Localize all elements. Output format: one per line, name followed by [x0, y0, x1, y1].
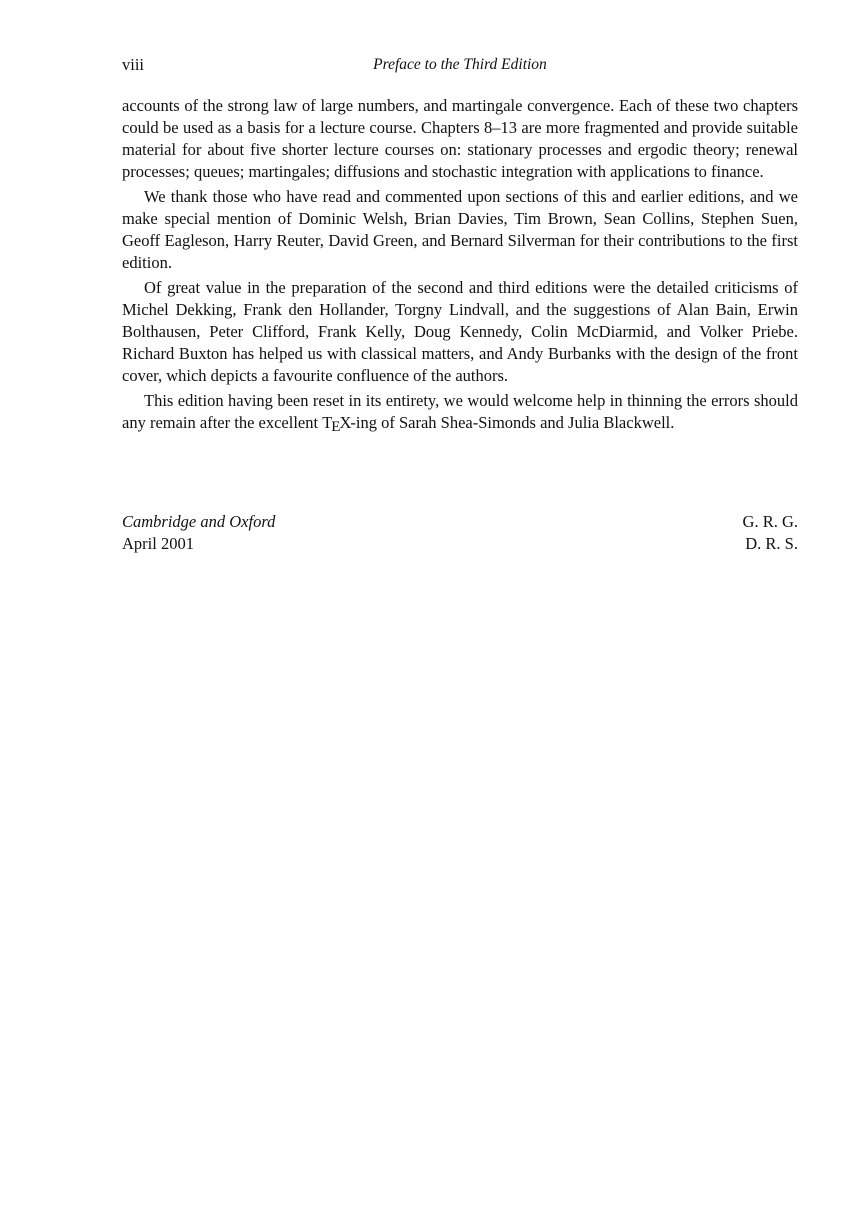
signature-row-2 — [122, 533, 798, 555]
paragraph-2: We thank those who have read and commented upon sections of this and earlier editions, and we make special mention of Dominic Welsh, Brian Davies, Tim Brown, Sean Collins, Stephen Suen, Geoff Eagleson, Harry Reuter, David Green, and Bernard Silverman for their contributions to the first edition. — [122, 187, 798, 272]
page-number: viii — [122, 55, 145, 74]
signature-block — [122, 511, 798, 555]
paragraph-3: Of great value in the preparation of the second and third editions were the detailed criticisms of Michel Dekking, Frank den Hollander, Torgny Lindvall, and the suggestions of Alan Bain, Erwin Bolthausen, Peter Clifford, Frank Kelly, Doug Kennedy, Colin McDiarmid, and Volker Priebe. Richard Buxton has helped us with classical matters, and Andy Burbanks with the design of the front cover, which depicts a favourite confluence of the authors. — [122, 278, 798, 385]
paragraph-4 — [122, 390, 798, 435]
signature-row-1 — [122, 511, 798, 533]
running-title: Preface to the Third Edition — [373, 56, 547, 73]
signature-date: April 2001 — [122, 534, 194, 553]
signature-author-1: G. R. G. — [742, 512, 798, 531]
running-head — [122, 52, 798, 78]
signature-place: Cambridge and Oxford — [122, 512, 276, 531]
paragraph-4-text-before: This edition having been reset in its entirety, we would welcome help in thinning the errors should any remain after the excellent — [122, 391, 798, 432]
preface-body — [122, 95, 798, 438]
paragraph-1: accounts of the strong law of large numbers, and martingale convergence. Each of these two chapters could be used as a basis for a lecture course. Chapters 8–13 are more fragmented and provide suitable material for about five shorter lecture courses on: stationary processes and ergodic theory; renewal processes; queues; martingales; diffusions and stochastic integration with applications to finance. — [122, 96, 798, 181]
paragraph-4-text-after: -ing of Sarah Shea-Simonds and Julia Blackwell. — [350, 413, 675, 432]
signature-author-2: D. R. S. — [745, 534, 798, 553]
tex-logo: TEX — [322, 413, 351, 435]
